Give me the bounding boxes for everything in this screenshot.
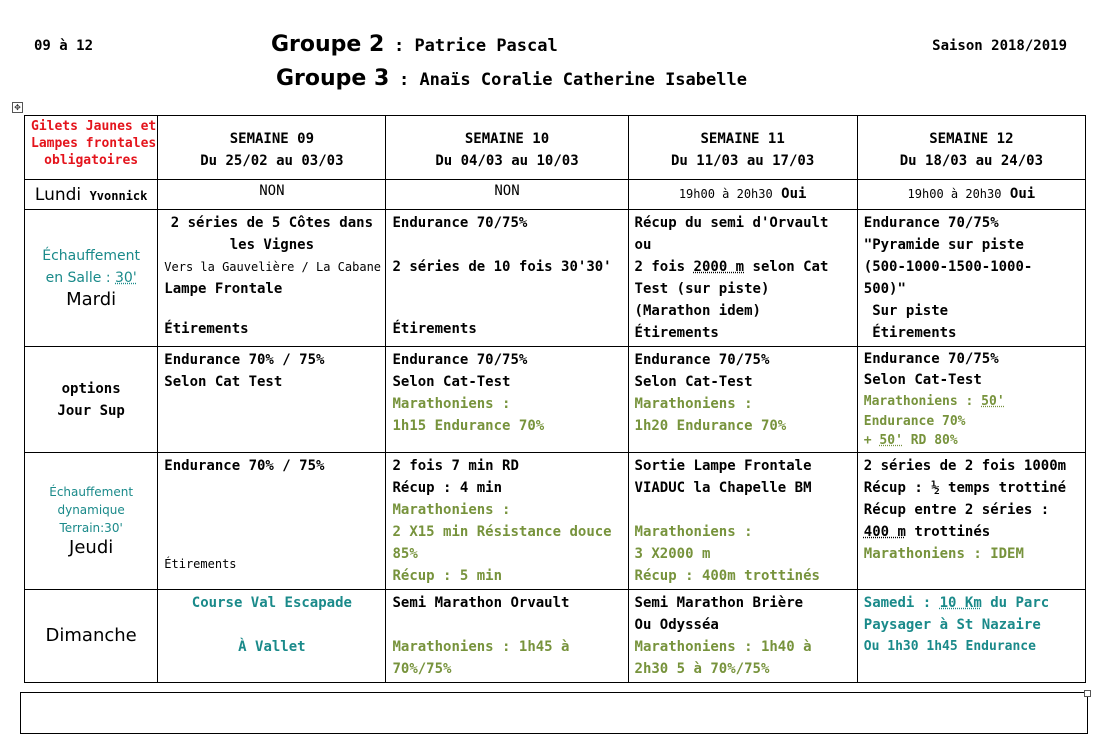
session-line: (Marathon idem) — [634, 303, 761, 319]
session-line: Étirements — [863, 325, 957, 341]
marathon-line: Récup : 5 min — [392, 568, 503, 584]
session-line: Selon Cat-Test — [392, 374, 511, 390]
warmup-text: Terrain:30' — [59, 521, 123, 535]
mardi-w12 — [857, 210, 1085, 347]
table-row — [25, 210, 1086, 347]
session-line: Sortie Lampe Frontale — [634, 458, 812, 474]
week-10-header — [386, 116, 628, 180]
lundi-w11 — [628, 180, 857, 210]
dimanche-w11 — [628, 590, 857, 683]
session-line: Récup entre 2 séries : — [863, 502, 1050, 518]
week-dates: Du 18/03 au 24/03 — [899, 153, 1044, 169]
race-line: Semi Marathon Orvault — [392, 595, 570, 611]
marathon-line: Marathoniens : — [634, 396, 753, 412]
options-w09 — [158, 347, 386, 453]
marathon-line: Endurance 70% — [863, 414, 966, 429]
table-row — [25, 180, 1086, 210]
week-title: SEMAINE 10 — [464, 131, 550, 147]
group3-label: Groupe 3 — [276, 66, 390, 91]
warmup-duration: 30' — [115, 270, 137, 286]
dimanche-w09 — [158, 590, 386, 683]
jeudi-w12 — [857, 453, 1085, 590]
move-handle-icon[interactable]: ✥ — [12, 102, 23, 113]
table-row — [25, 347, 1086, 453]
marathon-line: 3 X2000 m — [634, 546, 711, 562]
training-schedule-table — [24, 115, 1086, 683]
options-w11 — [628, 347, 857, 453]
marathon-line: 85% — [392, 546, 418, 562]
race-line: Course Val Escapade — [191, 595, 352, 611]
race-line: Paysager à St Nazaire — [863, 617, 1041, 633]
session-line: Endurance 70% / 75% — [164, 458, 325, 474]
table-row — [25, 116, 1086, 180]
season-label: Saison 2018/2019 — [932, 38, 1067, 54]
options-label — [25, 347, 158, 453]
marathon-line: Marathoniens : — [392, 396, 511, 412]
table-row — [25, 590, 1086, 683]
marathon-line: 1h15 Endurance 70% — [392, 418, 545, 434]
group2-line — [271, 32, 558, 57]
week-09-header — [158, 116, 386, 180]
session-text: trottinés — [905, 524, 991, 540]
week-title: SEMAINE 12 — [929, 131, 1014, 147]
session-line: Étirements — [164, 321, 249, 337]
session-text: selon Cat — [744, 259, 829, 275]
session-line: Endurance 70/75% — [392, 215, 528, 231]
session-line: Étirements — [164, 557, 237, 571]
session-line: Selon Cat-Test — [863, 372, 982, 388]
jeudi-w11 — [628, 453, 857, 590]
mardi-label — [25, 210, 158, 347]
dimanche-w12 — [857, 590, 1085, 683]
notes-box[interactable] — [20, 692, 1088, 734]
marathon-line: Marathoniens : 1h45 à — [392, 639, 570, 655]
session-line: Selon Cat-Test — [634, 374, 753, 390]
week-title: SEMAINE 09 — [229, 131, 315, 147]
session-text: 2 fois — [634, 259, 694, 275]
session-line: Vers la Gauvelière / La Cabane — [164, 260, 382, 274]
group2-label: Groupe 2 — [271, 32, 385, 57]
session-line: Récup : ½ temps trottiné — [863, 480, 1067, 496]
race-line: Semi Marathon Brière — [634, 595, 804, 611]
session-line: 2 séries de 2 fois 1000m — [863, 458, 1067, 474]
jeudi-label — [25, 453, 158, 590]
notice-line: Gilets Jaunes et — [31, 119, 157, 134]
week-dates: Du 25/02 au 03/03 — [200, 153, 344, 169]
session-line: 500)" — [863, 281, 906, 297]
warmup-text: Échauffement — [42, 248, 141, 264]
session-line: VIADUC la Chapelle BM — [634, 480, 812, 496]
session-line: Test (sur piste) — [634, 281, 770, 297]
weeks-range: 09 à 12 — [34, 38, 94, 54]
mardi-w11 — [628, 210, 857, 347]
warmup-text: en Salle : — [45, 270, 116, 286]
warmup-text: dynamique — [57, 503, 125, 517]
marathon-text: Marathoniens : — [863, 394, 982, 409]
session-line: 2 fois 7 min RD — [392, 458, 519, 474]
marathon-line: 2h30 5 à 70%/75% — [634, 661, 770, 677]
jeudi-w10 — [386, 453, 628, 590]
week-12-header — [857, 116, 1085, 180]
session-line: Étirements — [392, 321, 477, 337]
week-title: SEMAINE 11 — [700, 131, 785, 147]
table-row — [25, 453, 1086, 590]
race-text: Samedi : — [863, 595, 940, 611]
session-time: 19h00 à 20h30 — [907, 187, 1002, 201]
mardi-w10 — [386, 210, 628, 347]
dimanche-label — [25, 590, 158, 683]
session-line: 2 séries de 10 fois 30'30' — [392, 259, 612, 275]
notice-line: Lampes frontales — [31, 136, 157, 151]
session-line: Endurance 70/75% — [634, 352, 770, 368]
marathon-line: Marathoniens : — [634, 524, 753, 540]
session-line: Endurance 70/75% — [392, 352, 528, 368]
lundi-label — [25, 180, 158, 210]
options-text: Jour Sup — [57, 402, 125, 419]
marathon-duration: 50' — [879, 433, 903, 448]
race-text: du Parc — [981, 595, 1050, 611]
group3-names: : Anaïs Coralie Catherine Isabelle — [398, 70, 747, 90]
session-distance: 2000 m — [693, 259, 745, 275]
week-11-header — [628, 116, 857, 180]
marathon-text: RD 80% — [902, 433, 958, 448]
options-w10 — [386, 347, 628, 453]
session-line: Récup du semi d'Orvault — [634, 215, 829, 231]
session-line: Récup : 4 min — [392, 480, 503, 496]
session-line: ou — [634, 237, 652, 253]
marathon-line: 70%/75% — [392, 661, 452, 677]
options-w12 — [857, 347, 1085, 453]
marathon-line: 1h20 Endurance 70% — [634, 418, 787, 434]
race-distance: 10 Km — [939, 595, 982, 611]
jeudi-w09 — [158, 453, 386, 590]
session-status: Oui — [1009, 186, 1036, 202]
safety-notice — [25, 116, 158, 180]
resize-handle-icon[interactable] — [1084, 690, 1091, 697]
session-line: Endurance 70/75% — [863, 215, 999, 231]
day-name: Lundi — [34, 185, 82, 205]
marathon-line: Récup : 400m trottinés — [634, 568, 820, 584]
session-line: Lampe Frontale — [164, 281, 283, 297]
notice-line: obligatoires — [44, 153, 139, 168]
marathon-text: + — [863, 433, 880, 448]
lundi-w12 — [857, 180, 1085, 210]
lundi-w10: NON — [386, 180, 628, 210]
marathon-line: Marathoniens : IDEM — [863, 546, 1024, 562]
race-line: Ou 1h30 1h45 Endurance — [863, 639, 1036, 654]
session-line: Sur piste — [863, 303, 949, 319]
marathon-line: Marathoniens : 1h40 à — [634, 639, 812, 655]
session-line: (500-1000-1500-1000- — [863, 259, 1033, 275]
group3-line — [276, 66, 747, 91]
coach-name: Yvonnick — [89, 189, 148, 203]
group2-names: : Patrice Pascal — [393, 36, 558, 56]
marathon-duration: 50' — [981, 394, 1005, 409]
options-text: options — [61, 380, 121, 397]
race-line: À Vallet — [238, 639, 306, 655]
week-dates: Du 04/03 au 10/03 — [435, 153, 579, 169]
day-name: Mardi — [66, 289, 117, 310]
day-name: Jeudi — [69, 537, 114, 558]
marathon-line: Marathoniens : — [392, 502, 511, 518]
race-line: Ou Odysséa — [634, 617, 719, 633]
session-distance: 400 m — [863, 524, 906, 540]
week-dates: Du 11/03 au 17/03 — [670, 153, 815, 169]
marathon-line: 2 X15 min Résistance douce — [392, 524, 612, 540]
session-line: Étirements — [634, 325, 719, 341]
session-line: "Pyramide sur piste — [863, 237, 1024, 253]
mardi-w09 — [158, 210, 386, 347]
lundi-w09: NON — [158, 180, 386, 210]
session-time: 19h00 à 20h30 — [678, 187, 773, 201]
session-line: les Vignes — [229, 237, 315, 253]
dimanche-w10 — [386, 590, 628, 683]
session-line: Selon Cat Test — [164, 374, 283, 390]
session-line: Endurance 70% / 75% — [164, 352, 325, 368]
session-status: Oui — [781, 186, 807, 202]
session-line: 2 séries de 5 Côtes dans — [170, 215, 374, 231]
warmup-text: Échauffement — [49, 485, 134, 499]
session-line: Endurance 70/75% — [863, 351, 999, 367]
day-name: Dimanche — [45, 625, 137, 646]
